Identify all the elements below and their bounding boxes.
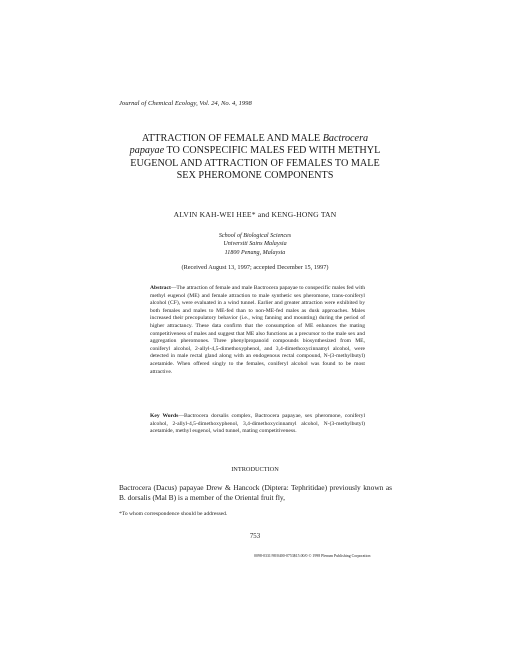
title-text: TO CONSPECIFIC MALES FED WITH METHYL xyxy=(164,145,381,157)
title-line-1 xyxy=(100,133,410,145)
keywords xyxy=(150,413,365,436)
affiliation-line: 11800 Penang, Malaysia xyxy=(224,249,286,256)
page-number: 753 xyxy=(249,533,261,540)
affiliation-line: Universiti Sains Malaysia xyxy=(223,241,287,248)
copyright-line: 0098-0331/98/0400-0753$15.00/0 © 1998 Plenum Publishing Corporation xyxy=(254,554,371,558)
abstract-text: —The attraction of female and male Bactrocera papayae to conspecific males fed with methyl eugenol (ME) and female attraction to male synthetic sex pheromone, trans-coniferyl alcohol (CF), were evaluated in a wind tunnel. Earlier and greater attraction were exhibited by both females and males to ME-fed than to non-ME-fed males as dusk approaches. Males increased their precopulatory behavior (i.e., wing fanning and mounting) during the period of higher attractancy. These data confirm that the consumption of ME enhances the mating competitiveness of males and suggest that ME also functions as a precursor to the male sex and aggregation pheromones. Three phenylpropanoid compounds biosynthesized from ME, coniferyl alcohol, 2-allyl-4,5-dimethoxyphenol, and 3,4-dimethoxycinnamyl alcohol, were detected in male rectal gland along with an endogenous rectal compound, N-(3-methylbutyl) acetamide. When offered singly to the females, coniferyl alcohol was found to be most attractive. xyxy=(150,285,365,375)
paper-title xyxy=(100,133,410,182)
title-line-3: EUGENOL AND ATTRACTION OF FEMALES TO MALE xyxy=(130,157,380,169)
title-line-4: SEX PHEROMONE COMPONENTS xyxy=(176,169,334,181)
affiliation xyxy=(100,232,410,257)
introduction-heading: INTRODUCTION xyxy=(231,466,279,473)
title-text: ATTRACTION OF FEMALE AND MALE xyxy=(141,133,323,144)
affiliation-line: School of Biological Sciences xyxy=(218,233,292,239)
title-species: papayae xyxy=(129,145,165,157)
received-dates: (Received August 13, 1997; accepted December 15, 1997) xyxy=(181,264,329,271)
introduction-text: Bactrocera (Dacus) papayae Drew & Hancock (Diptera: Tephritidae) previously known as B. dorsalis (Mal B) is a member of the Oriental fruit fly, xyxy=(119,483,392,503)
keywords-text: —Bactrocera dorsalis complex, Bactrocera papayae, sex pheromone, coniferyl alcohol, 2-allyl-4,5-dimethoxyphenol, 3,4-dimethoxycinnamyl alcohol, N-(3-methylbutyl) acetamide, methyl eugenol, wind tunnel, mating competitiveness. xyxy=(150,413,366,435)
title-line-2 xyxy=(100,145,410,157)
abstract-heading: Abstract xyxy=(150,285,171,291)
journal-citation: Journal of Chemical Ecology, Vol. 24, No. 4, 1998 xyxy=(119,100,252,107)
footnote: *To whom correspondence should be addressed. xyxy=(119,511,228,517)
title-species: Bactrocera xyxy=(322,133,369,144)
abstract xyxy=(150,285,365,376)
keywords-heading: Key Words xyxy=(150,413,179,419)
authors: ALVIN KAH-WEI HEE* and KENG-HONG TAN xyxy=(173,210,337,219)
